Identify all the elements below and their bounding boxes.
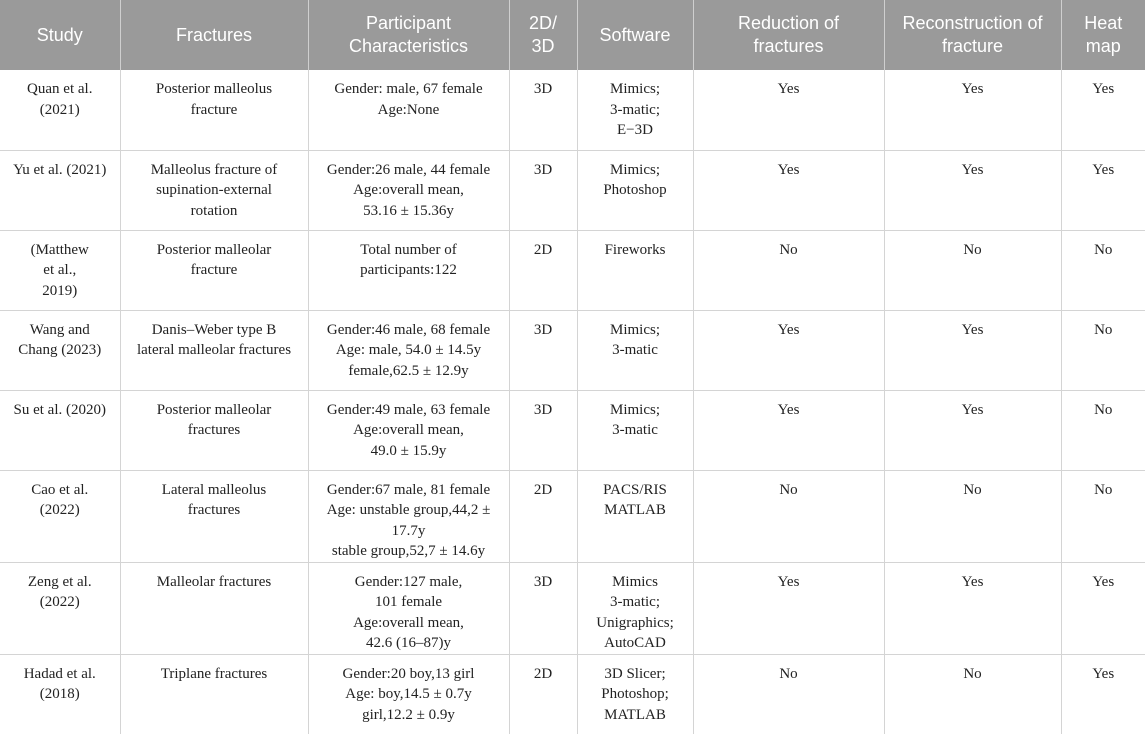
cell-line: Age:overall mean, xyxy=(353,422,464,438)
cell-dim xyxy=(509,70,577,150)
cell-line: E−3D xyxy=(617,122,653,138)
cell-line: 3-matic xyxy=(612,342,658,358)
cell-line: Posterior malleolar xyxy=(156,401,272,418)
cell-line: 3-matic; xyxy=(610,101,660,118)
cell-line: MATLAB xyxy=(604,502,666,518)
header-reduction xyxy=(693,0,884,70)
cell-line: (2018) xyxy=(39,686,80,702)
cell-line: et al., xyxy=(43,262,77,278)
cell-fractures xyxy=(120,150,308,230)
cell-line: Age:overall mean, xyxy=(353,182,464,198)
cell-line: Zeng et al. xyxy=(27,573,92,590)
cell-line: Age:overall mean, xyxy=(353,614,464,631)
cell-line: MATLAB xyxy=(604,706,666,723)
cell-reconstruction xyxy=(884,562,1061,654)
cell-software xyxy=(577,150,693,230)
cell-line: Yes xyxy=(1092,161,1115,178)
cell-line: (Matthew xyxy=(30,241,89,258)
cell-line: Yes xyxy=(961,161,984,178)
cell-line: 3D xyxy=(533,573,553,590)
cell-line: supination-external xyxy=(156,182,272,198)
cell-line: Hadad et al. xyxy=(23,665,96,682)
cell-line: Mimics; xyxy=(609,161,660,178)
cell-line: Age: unstable group,44,2 ± xyxy=(326,502,491,518)
header-line: map xyxy=(1085,36,1121,56)
cell-line: 101 female xyxy=(374,594,443,610)
cell-study xyxy=(0,230,120,310)
cell-reconstruction xyxy=(884,150,1061,230)
cell-line: Yu et al. (2021) xyxy=(13,161,107,178)
cell-reduction xyxy=(693,150,884,230)
cell-line: No xyxy=(779,481,798,498)
cell-fractures xyxy=(120,390,308,470)
cell-software xyxy=(577,654,693,734)
cell-line: girl,12.2 ± 0.9y xyxy=(362,706,455,723)
cell-line: 2019) xyxy=(42,282,78,299)
cell-line: 2D xyxy=(533,481,553,498)
cell-line: Yes xyxy=(961,401,984,418)
cell-line: No xyxy=(963,241,982,258)
cell-reduction xyxy=(693,470,884,562)
cell-line: fracture xyxy=(190,262,238,278)
cell-line: Danis–Weber type B xyxy=(151,321,277,338)
cell-study xyxy=(0,70,120,150)
cell-software xyxy=(577,390,693,470)
table-row xyxy=(0,70,1145,150)
cell-participants xyxy=(308,310,509,390)
cell-reconstruction xyxy=(884,230,1061,310)
cell-participants xyxy=(308,562,509,654)
cell-participants xyxy=(308,70,509,150)
cell-reduction xyxy=(693,230,884,310)
cell-line: No xyxy=(1094,481,1113,498)
cell-line: 3-matic; xyxy=(610,594,660,610)
cell-line: Gender: male, 67 female xyxy=(334,81,483,97)
cell-heatmap xyxy=(1061,390,1145,470)
cell-reduction xyxy=(693,654,884,734)
header-line: Participant xyxy=(365,13,452,33)
cell-line: Triplane fractures xyxy=(160,665,268,682)
header-line: Study xyxy=(36,24,83,45)
header-row xyxy=(0,0,1145,70)
cell-line: 2D xyxy=(533,241,553,258)
header-study xyxy=(0,0,120,70)
cell-participants xyxy=(308,654,509,734)
cell-heatmap xyxy=(1061,150,1145,230)
cell-line: No xyxy=(1094,321,1113,338)
cell-line: AutoCAD xyxy=(604,635,666,651)
cell-line: Lateral malleolus xyxy=(161,481,267,498)
cell-heatmap xyxy=(1061,470,1145,562)
cell-line: Photoshop; xyxy=(601,686,669,702)
cell-line: 17.7y xyxy=(391,522,426,539)
cell-line: Mimics; xyxy=(609,321,660,338)
cell-line: Unigraphics; xyxy=(596,614,674,631)
cell-line: Posterior malleolar xyxy=(156,241,272,258)
cell-fractures xyxy=(120,470,308,562)
cell-line: Cao et al. xyxy=(31,481,89,498)
cell-dim xyxy=(509,654,577,734)
cell-participants xyxy=(308,150,509,230)
cell-line: Yes xyxy=(777,573,800,590)
cell-line: Gender:26 male, 44 female xyxy=(326,161,491,178)
cell-reconstruction xyxy=(884,390,1061,470)
cell-study xyxy=(0,310,120,390)
cell-line: Mimics; xyxy=(609,401,660,418)
cell-line: 42.6 (16–87)y xyxy=(366,635,451,651)
header-software xyxy=(577,0,693,70)
cell-study xyxy=(0,390,120,470)
header-reconstruction xyxy=(884,0,1061,70)
cell-reduction xyxy=(693,310,884,390)
cell-line: lateral malleolar fractures xyxy=(136,342,292,358)
header-line: 2D/ xyxy=(528,13,557,33)
header-dim xyxy=(509,0,577,70)
header-line: fracture xyxy=(941,36,1004,56)
cell-reduction xyxy=(693,70,884,150)
cell-line: Yes xyxy=(961,573,984,590)
cell-line: No xyxy=(1094,401,1113,418)
cell-fractures xyxy=(120,562,308,654)
cell-line: Gender:127 male, xyxy=(354,573,463,590)
cell-line: Gender:67 male, 81 female xyxy=(326,481,491,498)
table-row xyxy=(0,654,1145,734)
cell-line: 53.16 ± 15.36y xyxy=(363,202,454,219)
cell-line: 49.0 ± 15.9y xyxy=(370,442,447,459)
cell-fractures xyxy=(120,654,308,734)
cell-participants xyxy=(308,230,509,310)
cell-line: Gender:46 male, 68 female xyxy=(326,321,491,338)
cell-participants xyxy=(308,470,509,562)
cell-study xyxy=(0,562,120,654)
table-row xyxy=(0,562,1145,654)
cell-line: female,62.5 ± 12.9y xyxy=(348,362,469,379)
cell-line: Mimics xyxy=(612,573,658,590)
cell-line: (2022) xyxy=(39,502,80,518)
cell-line: No xyxy=(1094,241,1113,258)
cell-line: Gender:20 boy,13 girl xyxy=(342,665,475,682)
cell-software xyxy=(577,470,693,562)
cell-line: fractures xyxy=(187,422,241,438)
cell-line: No xyxy=(963,665,982,682)
cell-line: Photoshop xyxy=(603,182,667,198)
header-line: Reduction of xyxy=(737,13,840,33)
header-line: fractures xyxy=(753,36,824,56)
cell-fractures xyxy=(120,70,308,150)
header-fractures xyxy=(120,0,308,70)
cell-line: Wang and xyxy=(29,321,90,338)
cell-heatmap xyxy=(1061,230,1145,310)
cell-software xyxy=(577,562,693,654)
cell-dim xyxy=(509,310,577,390)
cell-line: Malleolar fractures xyxy=(156,573,272,590)
cell-line: Yes xyxy=(777,401,800,418)
cell-study xyxy=(0,150,120,230)
cell-dim xyxy=(509,230,577,310)
cell-line: No xyxy=(963,481,982,498)
header-line: Reconstruction of xyxy=(902,13,1043,33)
cell-line: Malleolus fracture of xyxy=(150,161,278,178)
cell-line: 3D xyxy=(533,401,553,418)
cell-line: rotation xyxy=(190,202,238,219)
cell-line: Yes xyxy=(1092,81,1115,97)
header-line: Heat xyxy=(1084,13,1123,33)
cell-line: fracture xyxy=(190,101,238,118)
cell-line: Su et al. (2020) xyxy=(13,401,106,418)
cell-line: (2021) xyxy=(39,101,80,118)
cell-line: Posterior malleolus xyxy=(155,81,273,97)
cell-dim xyxy=(509,470,577,562)
header-heatmap xyxy=(1061,0,1145,70)
cell-line: Age: boy,14.5 ± 0.7y xyxy=(345,686,472,702)
header-line: 3D xyxy=(531,36,555,56)
cell-line: 3D Slicer; xyxy=(604,665,666,682)
cell-fractures xyxy=(120,310,308,390)
cell-line: stable group,52,7 ± 14.6y xyxy=(331,543,486,559)
cell-line: Mimics; xyxy=(609,81,660,97)
cell-line: Yes xyxy=(777,321,800,338)
cell-line: Yes xyxy=(961,321,984,338)
cell-line: participants:122 xyxy=(360,262,457,278)
cell-line: Yes xyxy=(777,161,800,178)
cell-line: 3D xyxy=(533,81,553,97)
cell-line: fractures xyxy=(187,502,241,518)
cell-heatmap xyxy=(1061,562,1145,654)
cell-software xyxy=(577,230,693,310)
table-row xyxy=(0,470,1145,562)
cell-software xyxy=(577,310,693,390)
cell-line: No xyxy=(779,665,798,682)
cell-reduction xyxy=(693,562,884,654)
cell-reconstruction xyxy=(884,470,1061,562)
cell-study xyxy=(0,654,120,734)
cell-heatmap xyxy=(1061,654,1145,734)
cell-line: Age:None xyxy=(377,101,440,118)
cell-software xyxy=(577,70,693,150)
cell-line: Total number of xyxy=(360,241,457,258)
header-line: Software xyxy=(599,24,671,45)
table-row xyxy=(0,390,1145,470)
cell-line: 3D xyxy=(533,161,553,178)
cell-line: Yes xyxy=(1092,573,1115,590)
cell-line: Quan et al. xyxy=(27,81,93,97)
cell-line: Gender:49 male, 63 female xyxy=(326,401,491,418)
cell-reduction xyxy=(693,390,884,470)
cell-dim xyxy=(509,150,577,230)
cell-reconstruction xyxy=(884,654,1061,734)
cell-line: 3-matic xyxy=(612,422,658,438)
cell-participants xyxy=(308,390,509,470)
cell-reconstruction xyxy=(884,70,1061,150)
cell-heatmap xyxy=(1061,310,1145,390)
cell-line: Age: male, 54.0 ± 14.5y xyxy=(335,342,482,358)
cell-dim xyxy=(509,562,577,654)
header-participants xyxy=(308,0,509,70)
cell-line: (2022) xyxy=(39,594,80,610)
header-line: Characteristics xyxy=(348,36,469,56)
header-line: Fractures xyxy=(175,24,253,45)
cell-line: Yes xyxy=(961,81,984,97)
cell-line: Yes xyxy=(1092,665,1115,682)
cell-study xyxy=(0,470,120,562)
cell-line: Chang (2023) xyxy=(18,342,102,358)
table-row xyxy=(0,150,1145,230)
table-row xyxy=(0,230,1145,310)
cell-line: 2D xyxy=(533,665,553,682)
cell-dim xyxy=(509,390,577,470)
cell-line: Yes xyxy=(777,81,800,97)
cell-line: No xyxy=(779,241,798,258)
cell-fractures xyxy=(120,230,308,310)
table-body xyxy=(0,70,1145,734)
cell-reconstruction xyxy=(884,310,1061,390)
cell-heatmap xyxy=(1061,70,1145,150)
table-row xyxy=(0,310,1145,390)
cell-line: PACS/RIS xyxy=(603,481,667,498)
cell-line: Fireworks xyxy=(604,241,666,258)
cell-line: 3D xyxy=(533,321,553,338)
